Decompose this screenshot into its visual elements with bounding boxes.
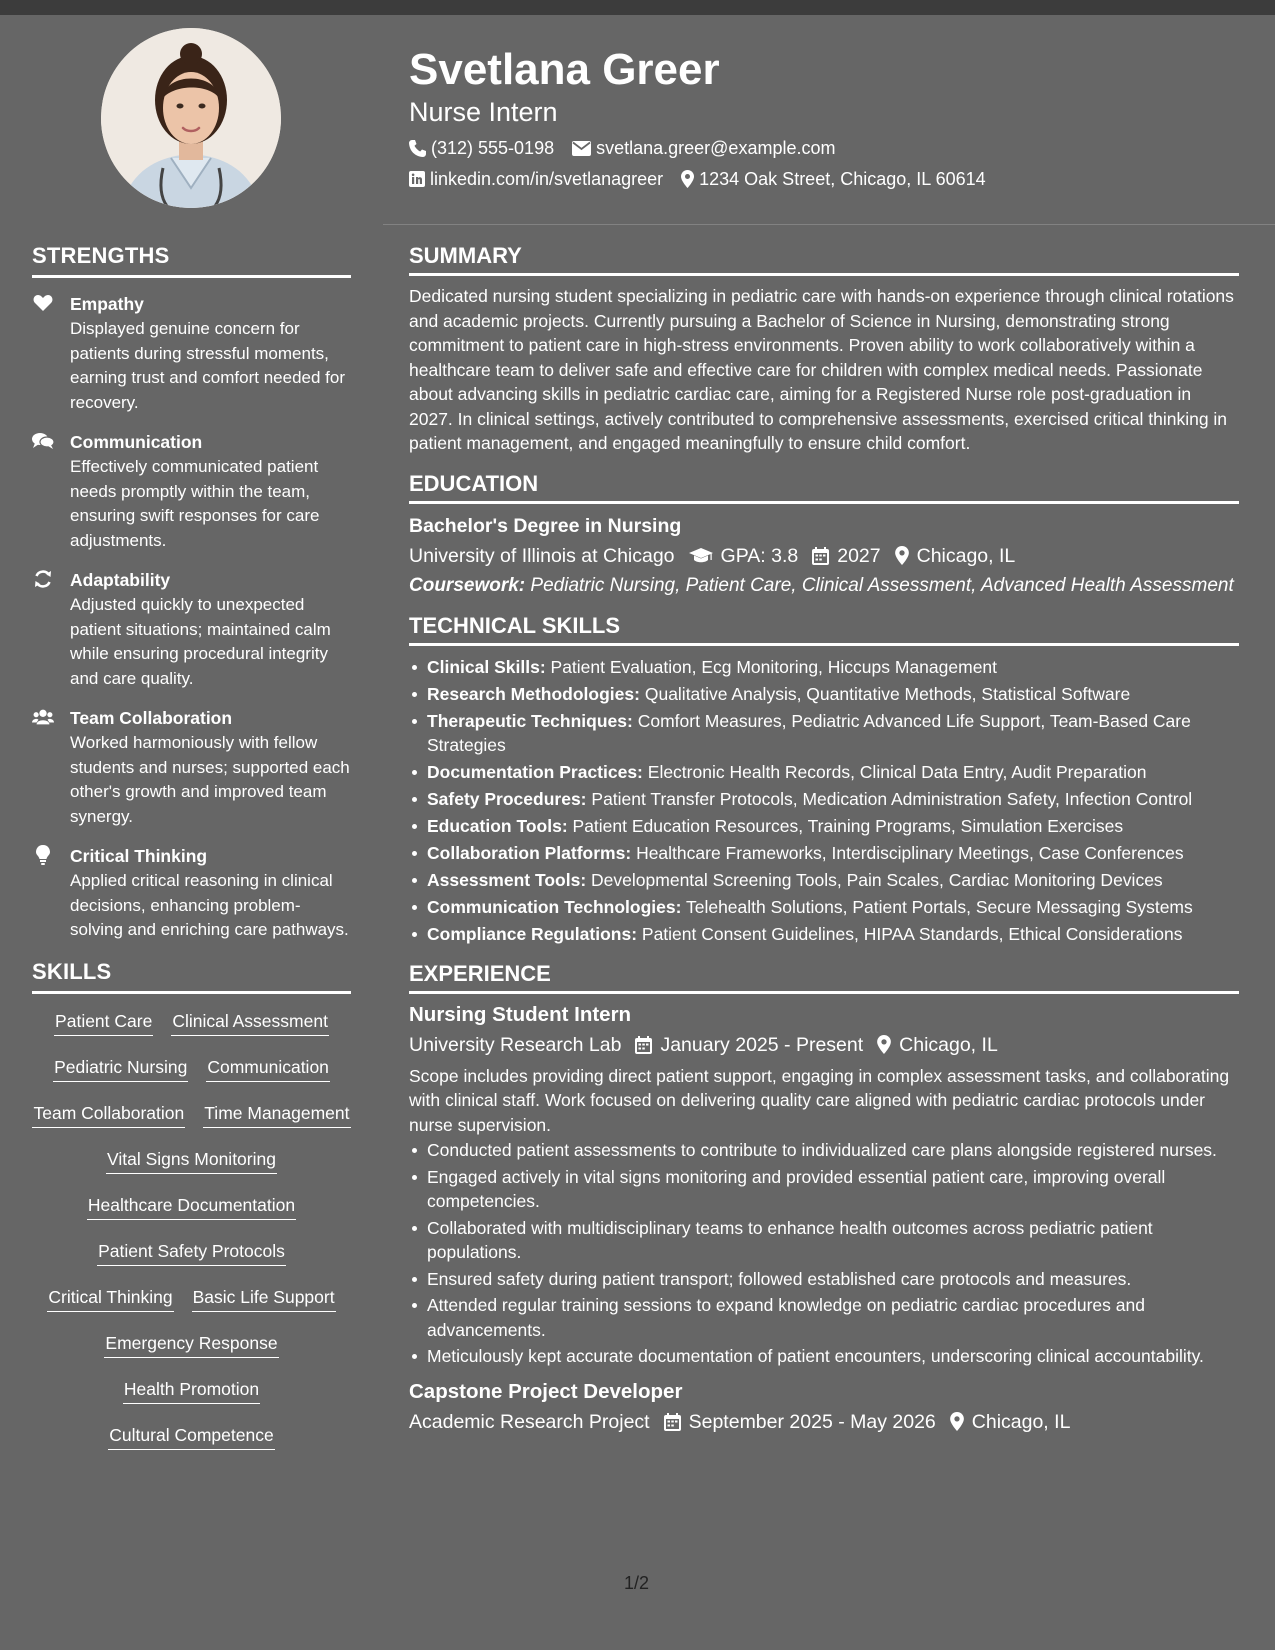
grad-year [812, 541, 880, 571]
job-title: Capstone Project Developer [409, 1379, 683, 1403]
list-item [427, 709, 1239, 757]
page-number: 1/2 [624, 1573, 650, 1593]
candidate-title: Nurse Intern [409, 97, 558, 127]
linkedin-text: linkedin.com/in/svetlanagreer [430, 169, 664, 189]
education-heading: EDUCATION [409, 470, 1239, 504]
email-text: svetlana.greer@example.com [596, 138, 836, 158]
technical-skills-list [409, 655, 1239, 946]
strength-title: Adaptability [70, 570, 171, 590]
skill-value: Qualitative Analysis, Quantitative Methods, Statistical Software [644, 683, 1131, 704]
candidate-name: Svetlana Greer [409, 45, 720, 94]
coursework [409, 574, 1239, 598]
degree-title: Bachelor's Degree in Nursing [409, 514, 682, 537]
calendar-icon [635, 1036, 652, 1054]
skill-label: Safety Procedures: [427, 788, 587, 809]
skill-label: Therapeutic Techniques: [427, 710, 633, 731]
list-item: Engaged actively in vital signs monitoring and provided essential patient care, improving overall competencies. [427, 1165, 1239, 1214]
calendar-icon [664, 1413, 681, 1431]
map-marker-icon [877, 1035, 891, 1054]
school [409, 541, 675, 571]
job-location [877, 1030, 998, 1060]
skills-heading: SKILLS [32, 959, 351, 994]
skill-label: Assessment Tools: [427, 869, 587, 890]
contact-row [409, 167, 1239, 191]
address-contact [681, 167, 986, 191]
address-text: 1234 Oak Street, Chicago, IL 60614 [699, 169, 986, 189]
skill-tag: Communication [206, 1054, 330, 1082]
list-item: Attended regular training sessions to expand knowledge on pediatric cardiac procedures and advancements. [427, 1293, 1239, 1342]
skill-label: Documentation Practices: [427, 761, 643, 782]
technical-skills-section [409, 612, 1239, 946]
list-item [427, 922, 1239, 946]
skill-value: Developmental Screening Tools, Pain Scales, Cardiac Monitoring Devices [591, 869, 1163, 890]
location-text: Chicago, IL [916, 544, 1016, 567]
strength-desc: Worked harmoniously with fellow students and nurses; supported each other's growth and improved team synergy. [70, 733, 350, 826]
strength-desc: Adjusted quickly to unexpected patient situations; maintained calm while ensuring procedural integrity and care quality. [70, 595, 331, 688]
right-column [409, 242, 1239, 1451]
profile-photo [101, 28, 281, 208]
skill-value: Telehealth Solutions, Patient Portals, Secure Messaging Systems [685, 896, 1193, 917]
strength-title: Critical Thinking [70, 846, 208, 866]
strength-desc: Effectively communicated patient needs promptly within the team, ensuring swift responses for care adjustments. [70, 457, 320, 550]
strengths-heading: STRENGTHS [32, 243, 351, 278]
phone-icon [409, 140, 426, 157]
skill-label: Research Methodologies: [427, 683, 640, 704]
job-org [409, 1030, 621, 1060]
skill-tag: Clinical Assessment [171, 1008, 329, 1036]
sync-icon [32, 569, 54, 589]
gpa-text: GPA: 3.8 [720, 544, 799, 567]
strength-desc: Displayed genuine concern for patients during stressful moments, earning trust and comfort needed for recovery. [70, 319, 345, 412]
linkedin-contact[interactable] [409, 167, 663, 191]
dates-text: January 2025 - Present [660, 1033, 864, 1056]
skill-value: Patient Education Resources, Training Programs, Simulation Exercises [572, 815, 1124, 836]
job-dates [664, 1407, 936, 1437]
strength-title: Team Collaboration [70, 708, 233, 728]
summary-text: Dedicated nursing student specializing in pediatric care with hands-on experience through clinical rotations and academic projects. Currently pursuing a Bachelor of Science in Nursing, demonstrating strong commitment to patient care in high-stress environments. Proven ability to work collaboratively within a healthcare team to deliver safe and effective care for children with complex medical needs. Passionate about advancing skills in pediatric cardiac care, aiming for a Registered Nurse role post-graduation in 2027. In clinical settings, actively contributed to comprehensive assessments, exercised critical thinking in patient management, and engaged meaningfully to ensure child comfort. [409, 286, 1234, 453]
linkedin-icon [409, 171, 425, 187]
school-name: University of Illinois at Chicago [409, 544, 675, 567]
skill-tag: Vital Signs Monitoring [106, 1146, 277, 1174]
header-divider [383, 224, 1275, 225]
list-item [427, 895, 1239, 919]
skill-value: Healthcare Frameworks, Interdisciplinary Meetings, Case Conferences [636, 842, 1184, 863]
list-item [427, 682, 1239, 706]
lightbulb-icon [32, 845, 54, 865]
graduation-cap-icon [689, 548, 713, 564]
skill-label: Education Tools: [427, 815, 568, 836]
list-item [427, 841, 1239, 865]
calendar-icon [812, 547, 829, 565]
email-contact[interactable] [572, 136, 835, 160]
list-item [427, 787, 1239, 811]
education-section [409, 470, 1239, 598]
education-meta [409, 541, 1239, 571]
year-text: 2027 [837, 544, 881, 567]
list-item [427, 868, 1239, 892]
map-marker-icon [950, 1412, 964, 1431]
strengths-list [32, 292, 351, 943]
phone-contact[interactable] [409, 136, 554, 160]
phone-text: (312) 555-0198 [431, 138, 555, 158]
skill-value: Electronic Health Records, Clinical Data Entry, Audit Preparation [647, 761, 1147, 782]
school-location [895, 541, 1016, 571]
list-item [427, 814, 1239, 838]
coursework-label: Coursework: [409, 574, 526, 596]
strength-item [32, 292, 351, 415]
skill-tag: Patient Safety Protocols [97, 1238, 286, 1266]
skill-value: Patient Transfer Protocols, Medication Administration Safety, Infection Control [591, 788, 1193, 809]
skill-tag: Critical Thinking [47, 1284, 173, 1312]
job-org [409, 1407, 650, 1437]
left-column [32, 28, 351, 1468]
org-text: Academic Research Project [409, 1410, 650, 1433]
skill-tag: Cultural Competence [108, 1422, 274, 1450]
job-meta [409, 1030, 1239, 1060]
experience-section [409, 960, 1239, 1437]
skill-tag: Health Promotion [123, 1376, 260, 1404]
job-location [950, 1407, 1071, 1437]
list-item: Ensured safety during patient transport; followed established care protocols and measures. [427, 1267, 1239, 1292]
skill-label: Clinical Skills: [427, 656, 546, 677]
skill-label: Compliance Regulations: [427, 923, 638, 944]
strength-title: Empathy [70, 294, 144, 314]
skill-tag: Basic Life Support [192, 1284, 336, 1312]
skill-tag: Time Management [203, 1100, 350, 1128]
skills-list [32, 1008, 351, 1468]
experience-heading: EXPERIENCE [409, 960, 1239, 994]
coursework-text: Pediatric Nursing, Patient Care, Clinical Assessment, Advanced Health Assessment [530, 574, 1234, 596]
skill-label: Collaboration Platforms: [427, 842, 632, 863]
strength-item [32, 430, 351, 553]
map-marker-icon [681, 170, 694, 188]
location-text: Chicago, IL [971, 1410, 1071, 1433]
strength-item [32, 706, 351, 829]
list-item [427, 655, 1239, 679]
resume-header [409, 44, 1239, 191]
org-text: University Research Lab [409, 1033, 622, 1056]
skill-tag: Pediatric Nursing [53, 1054, 188, 1082]
skill-value: Patient Evaluation, Ecg Monitoring, Hiccups Management [550, 656, 998, 677]
top-bar [0, 0, 1275, 15]
job-title: Nursing Student Intern [409, 1002, 632, 1026]
contact-row [409, 136, 1239, 160]
skill-tag: Emergency Response [104, 1330, 278, 1358]
list-item: Conducted patient assessments to contribute to individualized care plans alongside registered nurses. [427, 1138, 1239, 1163]
map-marker-icon [895, 546, 909, 565]
skill-tag: Patient Care [54, 1008, 153, 1036]
list-item: Collaborated with multidisciplinary teams to enhance health outcomes across pediatric patient populations. [427, 1216, 1239, 1265]
skill-value: Comfort Measures, Pediatric Advanced Life Support, Team-Based Care Strategies [427, 710, 1191, 755]
envelope-icon [572, 141, 591, 156]
skill-value: Patient Consent Guidelines, HIPAA Standards, Ethical Considerations [641, 923, 1183, 944]
job-bullets [409, 1138, 1239, 1369]
summary-section [409, 242, 1239, 456]
job-dates [635, 1030, 863, 1060]
strength-title: Communication [70, 432, 203, 452]
list-item: Meticulously kept accurate documentation of patient encounters, underscoring clinical accountability. [427, 1344, 1239, 1369]
strength-item [32, 844, 351, 943]
location-text: Chicago, IL [899, 1033, 998, 1056]
skill-tag: Team Collaboration [32, 1100, 185, 1128]
users-icon [32, 707, 54, 727]
strength-desc: Applied critical reasoning in clinical decisions, enhancing problem-solving and enriching care pathways. [70, 871, 349, 939]
job-meta [409, 1407, 1239, 1437]
technical-skills-heading: TECHNICAL SKILLS [409, 612, 1239, 646]
heart-icon [32, 293, 54, 313]
summary-heading: SUMMARY [409, 242, 1239, 276]
gpa [689, 541, 799, 571]
comments-icon [32, 431, 54, 451]
dates-text: September 2025 - May 2026 [688, 1410, 936, 1433]
list-item [427, 760, 1239, 784]
skill-tag: Healthcare Documentation [87, 1192, 296, 1220]
strength-item [32, 568, 351, 691]
skill-label: Communication Technologies: [427, 896, 682, 917]
job-description: Scope includes providing direct patient support, engaging in complex assessment tasks, and collaborating with clinical staff. Work focused on delivering quality care aligned with pediatric cardiac protocols under nurse supervision. [409, 1065, 1230, 1135]
